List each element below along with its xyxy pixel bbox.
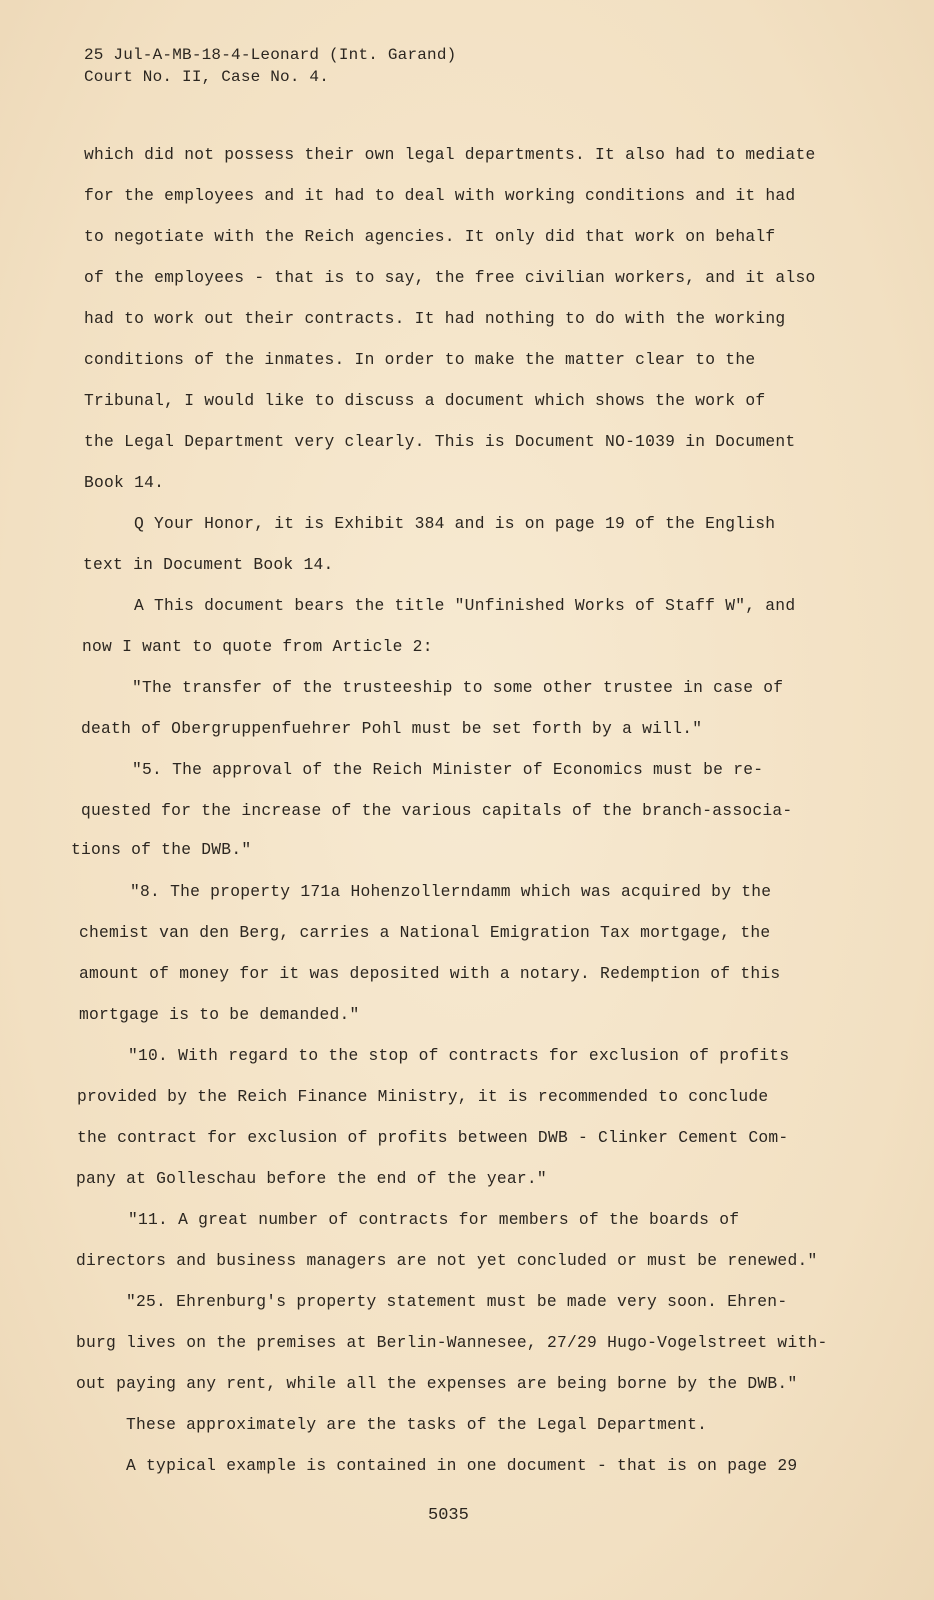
text-line: "11. A great number of contracts for members of the boards of [128,1210,740,1229]
text-line: A This document bears the title "Unfinished Works of Staff W", and [134,596,796,615]
text-line: mortgage is to be demanded." [79,1005,360,1024]
text-line: Tribunal, I would like to discuss a document which shows the work of [84,391,766,410]
text-line: the Legal Department very clearly. This is Document NO-1039 in Document [84,432,796,451]
text-line: conditions of the inmates. In order to make the matter clear to the [84,350,756,369]
text-line: These approximately are the tasks of the Legal Department. [126,1415,708,1434]
text-line: Q Your Honor, it is Exhibit 384 and is on page 19 of the English [134,514,776,533]
text-line: tions of the DWB." [71,840,252,859]
text-line: text in Document Book 14. [83,555,334,574]
page-number: 5035 [428,1506,469,1525]
text-line: to negotiate with the Reich agencies. It only did that work on behalf [84,227,776,246]
text-line: death of Obergruppenfuehrer Pohl must be set forth by a will." [81,719,703,738]
text-line: "10. With regard to the stop of contracts for exclusion of profits [128,1046,790,1065]
header-court-case: Court No. II, Case No. 4. [84,68,330,86]
document-header [84,44,456,88]
text-line: had to work out their contracts. It had nothing to do with the working [84,309,786,328]
text-line: "8. The property 171a Hohenzollerndamm which was acquired by the [130,882,772,901]
text-line: pany at Golleschau before the end of the year." [76,1169,547,1188]
text-line: A typical example is contained in one document - that is on page 29 [126,1456,798,1475]
text-line: the contract for exclusion of profits between DWB - Clinker Cement Com- [77,1128,789,1147]
header-reference: 25 Jul-A-MB-18-4-Leonard (Int. Garand) [84,46,457,64]
text-line: "5. The approval of the Reich Minister of Economics must be re- [132,760,764,779]
text-line: amount of money for it was deposited with a notary. Redemption of this [79,964,781,983]
text-line: now I want to quote from Article 2: [82,637,433,656]
text-line: quested for the increase of the various capitals of the branch-associa- [81,801,793,820]
text-line: Book 14. [84,473,165,492]
text-line: out paying any rent, while all the expenses are being borne by the DWB." [76,1374,798,1393]
text-line: of the employees - that is to say, the free civilian workers, and it also [84,268,816,287]
text-line: burg lives on the premises at Berlin-Wannesee, 27/29 Hugo-Vogelstreet with- [76,1333,828,1352]
text-line: "The transfer of the trusteeship to some other trustee in case of [132,678,784,697]
text-line: which did not possess their own legal departments. It also had to mediate [84,145,816,164]
text-line: "25. Ehrenburg's property statement must be made very soon. Ehren- [126,1292,788,1311]
text-line: provided by the Reich Finance Ministry, it is recommended to conclude [77,1087,769,1106]
text-line: chemist van den Berg, carries a National Emigration Tax mortgage, the [79,923,771,942]
text-line: directors and business managers are not yet concluded or must be renewed." [76,1251,818,1270]
text-line: for the employees and it had to deal with working conditions and it had [84,186,796,205]
